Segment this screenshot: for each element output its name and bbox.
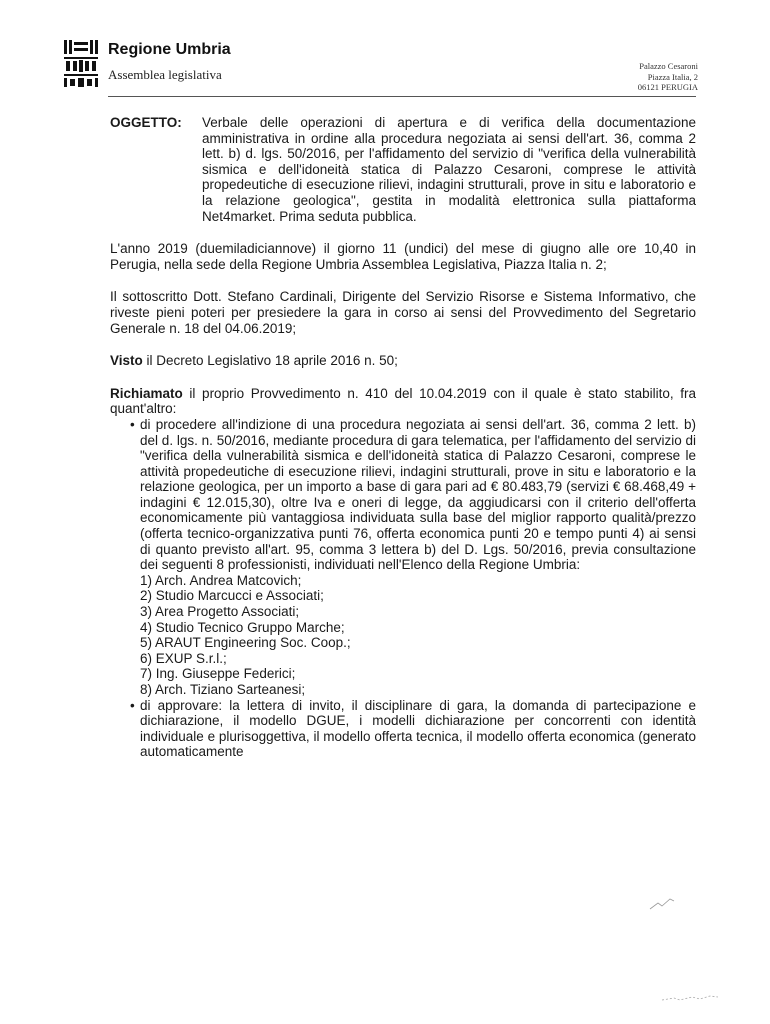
- professionals-list: [140, 573, 696, 698]
- professional-item: 6) EXUP S.r.l.;: [140, 650, 227, 666]
- professional-item: 1) Arch. Andrea Matcovich;: [140, 572, 302, 588]
- provision-text: di procedere all'indizione di una procedura negoziata ai sensi dell'art. 36, comma 2 lett. b) del d. lgs. n. 50/2016, mediante procedura di gara telematica, per l'affidamento del servizio di "verifica della vulnerabilità sismica e dell'idoneità statica di Palazzo Cesaroni, comprese le attività propedeutiche di esecuzione rilievi, indagini strutturali, prove in situ e laboratorio e la relazione geologica, per un importo a base di gara pari ad € 80.483,79 (servizi € 68.468,49 + indagini € 12.015,30), oltre Iva e oneri di legge, da aggiudicarsi con il criterio dell'offerta economicamente più vantaggiosa individuata sulla base del miglior rapporto qualità/prezzo (offerta tecnico-organizzativa punti 76, offerta economica punti 20 e tempo punti 4) ai sensi di quanto previsto all'art. 95, comma 3 lettera b) del D. Lgs. 50/2016, previa consultazione dei seguenti 8 professionisti, individuati nell'Elenco della Regione Umbria:: [140, 416, 696, 573]
- professional-item: 2) Studio Marcucci e Associati;: [140, 588, 324, 604]
- list-item: [110, 417, 696, 698]
- address-line: Piazza Italia, 2: [647, 71, 698, 82]
- document-body: [110, 115, 696, 760]
- regione-umbria-crest-icon: [62, 38, 100, 88]
- richiamato-text: il proprio Provvedimento n. 410 del 10.04.2019 con il quale è stato stabilito, fra quant'altro:: [110, 385, 696, 417]
- signatory-paragraph: Il sottoscritto Dott. Stefano Cardinali, Dirigente del Servizio Risorse e Sistema Informativo, che riveste pieni poteri per presiedere la gara in corso ai sensi del Provvedimento del Segretario Generale n. 18 del 04.06.2019;: [110, 289, 696, 336]
- address-line: 06121 PERUGIA: [637, 82, 698, 92]
- subject-text: Verbale delle operazioni di apertura e di verifica della documentazione amministrativa in ordine alla procedura negoziata ai sensi dell'art. 36, comma 2 lett. b) d. lgs. 50/2016, per l'affidamento del servizio di "verifica della vulnerabilità sismica e dell'idoneità statica di Palazzo Cesaroni, comprese le attività propedeutiche di esecuzione rilievi, indagini strutturali, prove in situ e laboratorio e la relazione geologica", gestita in modalità elettronica sulla piattaforma Net4market. Prima seduta pubblica.: [202, 115, 696, 224]
- date-paragraph: L'anno 2019 (duemiladiciannove) il giorno 11 (undici) del mese di giugno alle ore 10,40 in Perugia, nella sede della Regione Umbria Assemblea Legislativa, Piazza Italia n. 2;: [110, 241, 696, 272]
- scan-mark-icon: [648, 895, 676, 913]
- address-block: [638, 61, 698, 93]
- organization-subtitle: Assemblea legislativa: [108, 67, 222, 82]
- professional-item: 3) Area Progetto Associati;: [140, 604, 300, 620]
- address-line: Palazzo Cesaroni: [639, 61, 698, 71]
- visto-paragraph: [110, 353, 696, 369]
- provision-text: di approvare: la lettera di invito, il disciplinare di gara, la domanda di partecipazione e dichiarazione, il modello DGUE, i modelli dichiarazione per concorrenti con identità individuale e plurisoggettiva, il modello offerta tecnica, il modello offerta economica (generato automaticamente: [140, 697, 696, 760]
- richiamato-paragraph: [110, 386, 696, 417]
- professional-item: 7) Ing. Giuseppe Federici;: [140, 666, 296, 682]
- provisions-list: [110, 417, 696, 760]
- list-item: [110, 698, 696, 760]
- subject-block: [110, 115, 696, 224]
- subject-label: OGGETTO:: [110, 115, 182, 130]
- richiamato-keyword: Richiamato: [110, 385, 183, 401]
- organization-name: Regione Umbria: [108, 41, 231, 58]
- scan-mark-icon: [660, 992, 720, 1004]
- visto-text: il Decreto Legislativo 18 aprile 2016 n. 50;: [142, 353, 398, 369]
- visto-keyword: Visto: [110, 353, 143, 369]
- professional-item: 5) ARAUT Engineering Soc. Coop.;: [140, 635, 351, 651]
- professional-item: 8) Arch. Tiziano Sarteanesi;: [140, 682, 306, 697]
- professional-item: 4) Studio Tecnico Gruppo Marche;: [140, 619, 345, 635]
- header-divider: [108, 96, 696, 97]
